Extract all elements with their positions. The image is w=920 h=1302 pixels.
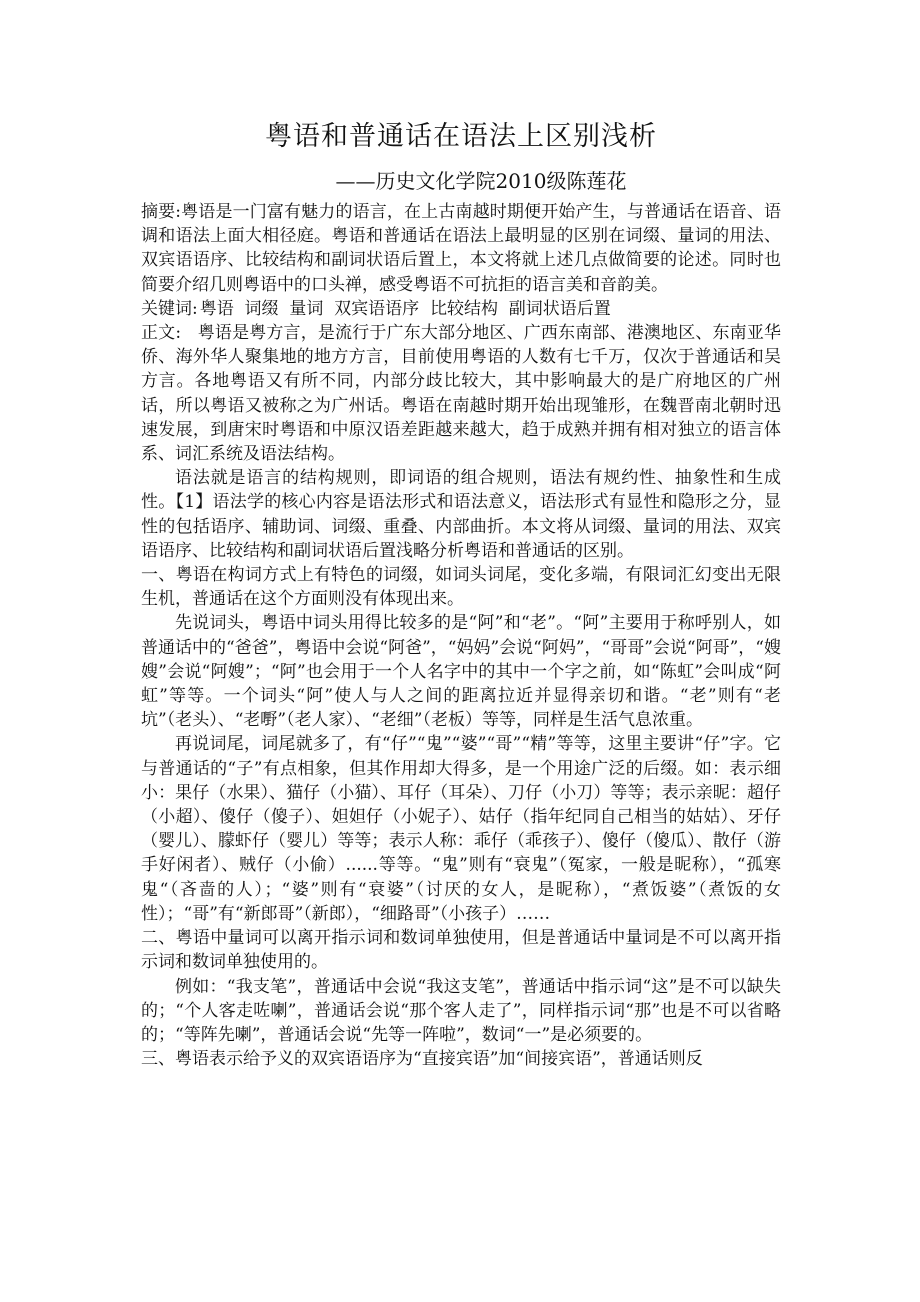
document-subtitle: ——历史文化学院2010级陈莲花 — [335, 169, 627, 193]
keywords-paragraph — [141, 297, 781, 321]
abstract-text: 粤语是一门富有魅力的语言，在上古南越时期便开始产生，与普通话在语音、语调和语法上面大相径庭。粤语和普通话在语法上最明显的区别在词缀、量词的用法、双宾语语序、比较结构和副词状语后置上，本文将就上述几点做简要的论述。同时也简要介绍几则粤语中的口头禅，感受粤语不可抗拒的语言美和音韵美。 — [141, 202, 781, 295]
abstract-label: 摘要: — [141, 202, 182, 222]
document-title: 粤语和普通话在语法上区别浅析 — [265, 121, 657, 152]
section-2-heading: 二、粤语中量词可以离开指示词和数词单独使用，但是普通话中量词是不可以离开指示词和数词单独使用的。 — [141, 928, 781, 973]
keywords-label: 关键词: — [141, 298, 198, 319]
document-page — [141, 118, 781, 1071]
section-1-heading: 一、粤语在构词方式上有特色的词缀，如词头词尾，变化多端，有限词汇幻变出无限生机，普通话在这个方面则没有体现出来。 — [141, 565, 781, 610]
grammar-paragraph: 语法就是语言的结构规则，即词语的组合规则，语法有规约性、抽象性和生成性。【1】语法学的核心内容是语法形式和语法意义，语法形式有显性和隐形之分，显性的包括语序、辅助词、词缀、重叠、内部曲折。本文将从词缀、量词的用法、双宾语语序、比较结构和副词状语后置浅略分析粤语和普通话的区别。 — [141, 468, 781, 561]
section-3-heading: 三、粤语表示给予义的双宾语语序为“直接宾语”加“间接宾语”，普通话则反 — [141, 1049, 703, 1070]
suffix-paragraph: 再说词尾，词尾就多了，有“仔”“鬼”“婆”“哥”“精”等等，这里主要讲“仔”字。它与普通话的“子”有点相象，但其作用却大得多，是一个用途广泛的后缀。如：表示细小：果仔（水果）、猫仔（小猫）、耳仔（耳朵）、刀仔（小刀）等等；表示亲昵：超仔（小超）、傻仔（傻子）、妲妲仔（小妮子）、姑仔（指年纪同自己相当的姑姑）、牙仔（婴儿）、朦虾仔（婴儿）等等；表示人称：乖仔（乖孩子）、傻仔（傻瓜）、散仔（游手好闲者）、贼仔（小偷）......等等。“鬼”则有“衰鬼”（冤家，一般是昵称），“孤寒鬼“（吝啬的人）；“婆”则有“衰婆”（讨厌的女人，是昵称），“煮饭婆”（煮饭的女性）；“哥”有“新郎哥”（新郎），“细路哥”（小孩子）…… — [141, 734, 781, 924]
keywords-text: 粤语 词缀 量词 双宾语语序 比较结构 副词状语后置 — [199, 298, 611, 319]
prefix-paragraph: 先说词头，粤语中词头用得比较多的是“阿”和“老”。“阿”主要用于称呼别人，如普通话中的“爸爸”，粤语中会说“阿爸”，“妈妈”会说“阿妈”，“哥哥”会说“阿哥”，“嫂嫂”会说“阿嫂”；“阿”也会用于一个人名字中的其中一个字之前，如“陈虹”会叫成“阿虹”等等。一个词头“阿”使人与人之间的距离拉近并显得亲切和谐。“老”则有“老坑”（老头）、“老嘢”（老人家）、“老细”（老板）等等，同样是生活气息浓重。 — [141, 613, 781, 731]
abstract-paragraph — [141, 200, 781, 297]
body-intro-paragraph — [141, 321, 781, 466]
body-label: 正文: — [141, 323, 182, 344]
example-paragraph: 例如：“我支笔”，普通话中会说“我这支笔”，普通话中指示词“这”是不可以缺失的；“个人客走咗喇”，普通话会说“那个客人走了”，同样指示词“那”也是不可以省略的；“等阵先喇”，普通话会说“先等一阵啦”，数词“一”是必须要的。 — [141, 976, 781, 1045]
body-intro-text: 粤语是粤方言，是流行于广东大部分地区、广西东南部、港澳地区、东南亚华侨、海外华人聚集地的地方方言，目前使用粤语的人数有七千万，仅次于普通话和吴方言。各地粤语又有所不同，内部分歧比较大，其中影响最大的是广府地区的广州话，所以粤语又被称之为广州话。粤语在南越时期开始出现雏形，在魏晋南北朝时迅速发展，到唐宋时粤语和中原汉语差距越来越大，趋于成熟并拥有相对独立的语言体系、词汇系统及语法结构。 — [141, 323, 781, 465]
